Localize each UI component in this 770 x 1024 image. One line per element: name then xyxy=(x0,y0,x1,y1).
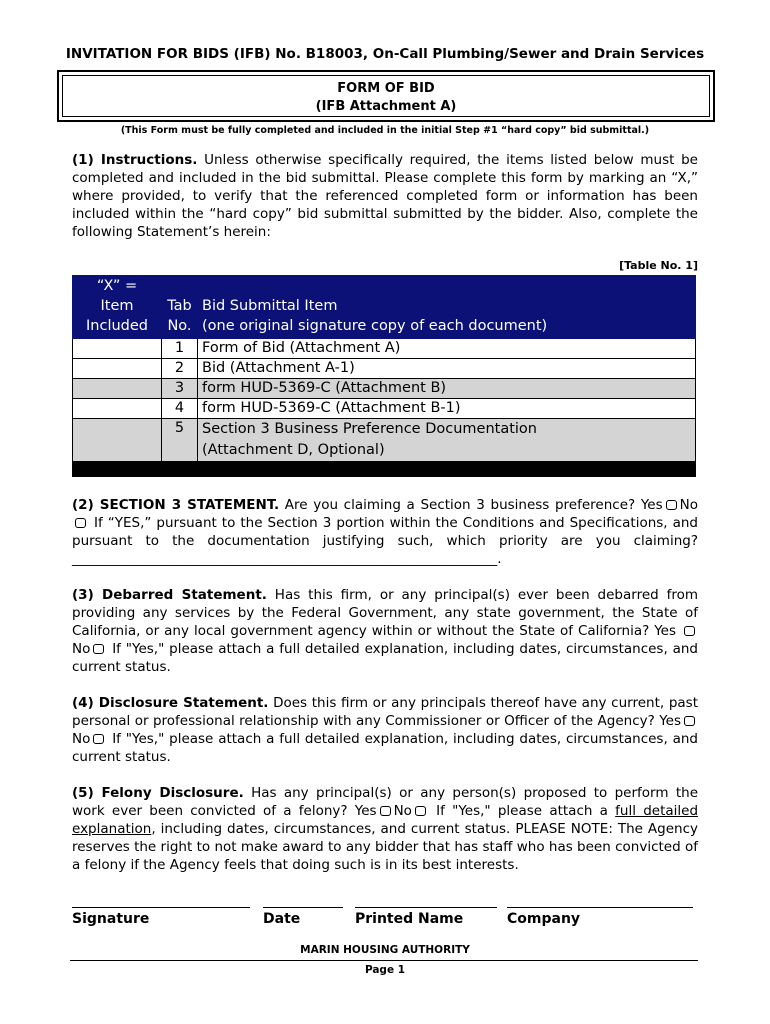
printed-name-label: Printed Name xyxy=(355,911,464,927)
felony-no-checkbox[interactable] xyxy=(415,806,426,816)
section3-rest: If “YES,” pursuant to the Section 3 portion within the Conditions and Specifications, and pursuant to the documentation justifying such, which priority are you claiming? xyxy=(72,515,698,549)
debarred-no-checkbox[interactable] xyxy=(93,644,104,654)
date-label: Date xyxy=(263,911,301,927)
felony-text: Has any principal(s) or any person(s) proposed to perform the work ever been convicted of a felony? xyxy=(72,785,698,819)
header-x-line2: Item xyxy=(100,298,134,314)
form-title: FORM OF BID xyxy=(337,81,435,96)
header-x-included xyxy=(73,276,162,339)
disclosure-text: Does this firm or any principals thereof have any current, past personal or professional relationship with any Commissioner or Officer of the Agency? xyxy=(72,695,698,729)
footer-divider xyxy=(70,960,698,961)
footer-organization: MARIN HOUSING AUTHORITY xyxy=(300,944,470,956)
form-title-box xyxy=(57,70,715,122)
felony-rest1: If "Yes," please attach a xyxy=(428,803,616,819)
instructions-text: Unless otherwise specifically required, the items listed below must be completed and included in the bid submittal. Please complete this form by marking an “X,” where provided, to verify that the referenced completed form or information has been included within the “hard copy” bid submittal submitted by the bidder. Also, complete the following Statement’s herein: xyxy=(72,152,698,240)
debarred-heading: (3) Debarred Statement. xyxy=(72,587,267,603)
disclosure-yes-checkbox[interactable] xyxy=(684,716,695,726)
item-line2: (Attachment D, Optional) xyxy=(202,442,385,458)
header-item-line2: (one original signature copy of each document) xyxy=(202,318,548,334)
table-row xyxy=(73,419,696,462)
page-number: Page 1 xyxy=(364,964,406,976)
section3-no-label: No xyxy=(679,497,698,513)
header-x-line1: “X” = xyxy=(96,278,138,294)
felony-heading: (5) Felony Disclosure. xyxy=(72,785,244,801)
document-header: INVITATION FOR BIDS (IFB) No. B18003, On-Call Plumbing/Sewer and Drain Services xyxy=(65,46,705,62)
section3-yes-label: Yes xyxy=(640,497,663,513)
tab-no-cell: 1 xyxy=(162,339,198,359)
felony-paragraph xyxy=(72,784,698,874)
tab-no-cell: 4 xyxy=(162,399,198,419)
instructions-heading: (1) Instructions. xyxy=(72,152,198,168)
x-included-cell[interactable] xyxy=(73,379,162,399)
instructions-paragraph xyxy=(72,151,698,241)
header-tab-line2: No. xyxy=(167,318,192,334)
felony-yes-label: Yes xyxy=(354,803,377,819)
table-footer-fill xyxy=(73,462,696,477)
company-line[interactable] xyxy=(507,907,693,908)
header-item-line1: Bid Submittal Item xyxy=(202,298,338,314)
signature-label: Signature xyxy=(72,911,150,927)
tab-no-cell: 2 xyxy=(162,359,198,379)
tab-no-cell: 5 xyxy=(162,419,198,462)
x-included-cell[interactable] xyxy=(73,359,162,379)
table-header-row xyxy=(73,276,696,339)
section3-priority-field[interactable]: _______________________________________________________________. xyxy=(72,551,502,567)
x-included-cell[interactable] xyxy=(73,339,162,359)
form-note: (This Form must be fully completed and included in the initial Step #1 “hard copy” bid submittal.) xyxy=(120,125,650,136)
table-number: [Table No. 1] xyxy=(619,259,698,272)
felony-no-label: No xyxy=(393,803,412,819)
felony-underlined: full detailed explanation xyxy=(72,803,699,837)
disclosure-heading: (4) Disclosure Statement. xyxy=(72,695,269,711)
item-cell: form HUD-5369-C (Attachment B) xyxy=(198,379,696,399)
date-line[interactable] xyxy=(263,907,343,908)
disclosure-yes-label: Yes xyxy=(659,713,682,729)
item-cell: Form of Bid (Attachment A) xyxy=(198,339,696,359)
signature-line[interactable] xyxy=(72,907,250,908)
table-row xyxy=(73,399,696,419)
section3-no-checkbox[interactable] xyxy=(75,518,86,528)
header-x-line3: Included xyxy=(86,318,148,334)
header-submittal-item xyxy=(198,276,696,339)
debarred-rest: If "Yes," please attach a full detailed explanation, including dates, circumstances, and current status. xyxy=(72,641,698,675)
debarred-text: Has this firm, or any principal(s) ever been debarred from providing any services by the Federal Government, any state government, the State of California, or any local government agency within or without the State of California? Yes xyxy=(72,587,698,639)
section3-paragraph xyxy=(72,496,698,568)
x-included-cell[interactable] xyxy=(73,419,162,462)
item-line1: Section 3 Business Preference Documentation xyxy=(202,421,537,437)
printed-name-line[interactable] xyxy=(355,907,497,908)
table-footer-bar xyxy=(73,462,696,477)
table-row xyxy=(73,359,696,379)
section3-yes-checkbox[interactable] xyxy=(666,500,677,510)
section3-question: Are you claiming a Section 3 business preference? xyxy=(279,497,636,513)
disclosure-no-label: No xyxy=(72,731,91,747)
header-tab-line1: Tab xyxy=(167,298,192,314)
section3-heading: (2) SECTION 3 STATEMENT. xyxy=(72,497,280,513)
table-row xyxy=(73,379,696,399)
debarred-paragraph xyxy=(72,586,698,676)
company-label: Company xyxy=(507,911,581,927)
header-tab-no xyxy=(162,276,198,339)
item-cell: form HUD-5369-C (Attachment B-1) xyxy=(198,399,696,419)
felony-rest2: , including dates, circumstances, and current status. PLEASE NOTE: The Agency reserves the right to not make award to any bidder that has staff who has been convicted of a felony if the Agency feels that doing such is in its best interests. xyxy=(72,821,698,873)
felony-yes-checkbox[interactable] xyxy=(380,806,391,816)
item-cell xyxy=(198,419,696,462)
tab-no-cell: 3 xyxy=(162,379,198,399)
form-subtitle: (IFB Attachment A) xyxy=(315,99,457,114)
disclosure-no-checkbox[interactable] xyxy=(93,734,104,744)
x-included-cell[interactable] xyxy=(73,399,162,419)
table-row xyxy=(73,339,696,359)
disclosure-rest: If "Yes," please attach a full detailed explanation, including dates, circumstances, and current status. xyxy=(72,731,698,765)
disclosure-paragraph xyxy=(72,694,698,766)
item-cell: Bid (Attachment A-1) xyxy=(198,359,696,379)
debarred-yes-checkbox[interactable] xyxy=(684,626,695,636)
bid-submittal-table xyxy=(72,275,696,477)
debarred-no-label: No xyxy=(72,641,91,657)
